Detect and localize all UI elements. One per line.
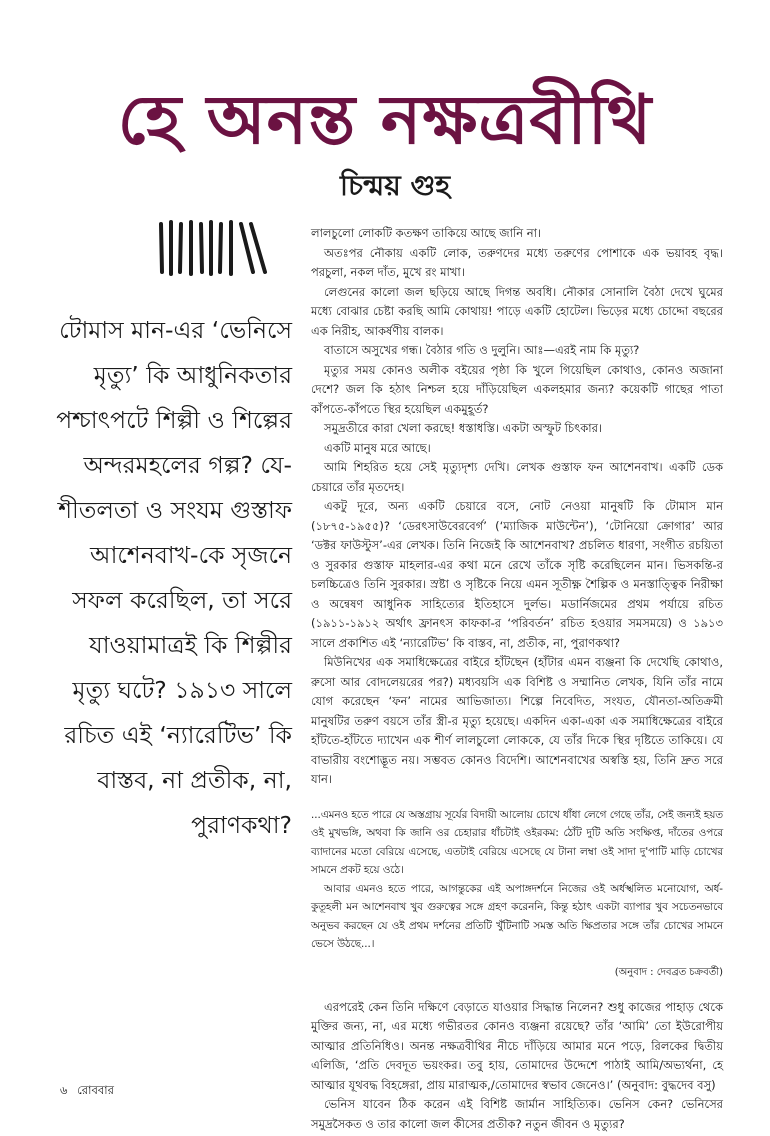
body-paragraph: ভেনিস যাবেন ঠিক করেন এই বিশিষ্ট জার্মান সাহিত্যিক। ভেনিস কেন? ভেনিসের সমুদ্রসৈকত ও তার কালো জল কীসের প্রতীক? নতুন জীবন ও মৃত্যুর? bbox=[311, 1097, 723, 1131]
section-name: রোববার bbox=[77, 1083, 114, 1097]
page-number: ৬ bbox=[60, 1083, 68, 1097]
author-name: চিন্ময় গুহ bbox=[339, 169, 451, 202]
body-paragraph: লালচুলো লোকটি কতক্ষণ তাকিয়ে আছে জানি না। bbox=[311, 226, 542, 240]
body-paragraph: মিউনিখের এক সমাধিক্ষেত্রের বাইরে হাঁটছেন (হাঁটার এমন ব্যঞ্জনা কি দেখেছি কোথাও, রুসো আর বোদলেয়রের পর?) মধ্যবয়সি এক বিশিষ্ট ও সম্মানিত লেখক, যিনি তাঁর নামে যোগ করেছেন ‘ফন’ নামের আভিজাত্য। শিল্পে নিবেদিত, সংযত, যৌনতা-অতিক্রমী মানুষটির তরুণ বয়সে তাঁর স্ত্রী-র মৃত্যু হয়েছে। একদিন একা-একা এক সমাধিক্ষেত্রের বাইরে হাঁটতে-হাঁটতে দ্যাখেন এক শীর্ণ লালচুলো লোককে, যে তাঁর দিকে স্থির দৃষ্টিতে তাকিয়ে। যে বাভারীয় বংশোদ্ভূত নয়। সম্ভবত কোনও বিদেশি। আশেনবাখের অস্বস্তি হয়, তিনি দ্রুত সরে যান। bbox=[311, 655, 723, 786]
decorative-rule-mark-icon bbox=[157, 218, 269, 278]
article-body bbox=[311, 224, 723, 1134]
body-paragraph: এরপরেই কেন তিনি দক্ষিণে বেড়াতে যাওয়ার সিদ্ধান্ত নিলেন? শুধু কাজের পাহাড় থেকে মুক্তির জন্য, না, এর মধ্যে গভীরতর কোনও ব্যঞ্জনা রয়েছে? তাঁর ‘আমি’ তো ইউরোপীয় আত্মার প্রতিনিধিও। অনন্ত নক্ষত্রবীথির নীচে দাঁড়িয়ে আমার মনে পড়ে, রিলকের দ্বিতীয় এলিজি, ‘প্রতি দেবদূত ভয়ংকর। তবু হায়, তোমাদের উদ্দেশে পাঠাই আমি/অভ্যর্থনা, হে আত্মার যূথবদ্ধ বিহঙ্গেরা, প্রায় মারাত্মক,/তোমাদের স্বভাব জেনেও।’ (অনুবাদ: বুদ্ধদেব বসু) bbox=[311, 999, 723, 1092]
excerpt-paragraph: আবার এমনও হতে পারে, আগন্তুকের এই অপাঙ্গদর্শনে নিজের ওই অর্ধস্খলিত মনোযোগ, অর্ধ-কুতূহলী মন আশেনবাখ খুব গুরুত্বের সঙ্গে গ্রহণ করেননি, কিন্তু হঠাৎ একটা ব্যাপার খুব সচেতনভাবে অনুভব করছেন যে ওই প্রথম দর্শনের প্রতিটি খুঁটিনাটি সমস্ত অতি ক্ষিপ্রতার সঙ্গে তাঁর চোখের সামনে ভেসে উঠছে...। bbox=[311, 882, 723, 950]
pull-quote: টোমাস মান-এর ‘ভেনিসে মৃত্যু’ কি আধুনিকতার পশ্চাৎপটে শিল্পী ও শিল্পের অন্দরমহলের গল্প? যে-শীতলতা ও সংযম গুস্তাফ আশেনবাখ-কে সৃজনে সফল করেছিল, তা সরে যাওয়ামাত্রই কি শিল্পীর মৃত্যু ঘটে? ১৯১৩ সালে রচিত এই ‘ন্যারেটিভ’ কি বাস্তব, না প্রতীক, না, পুরাণকথা? bbox=[56, 316, 292, 839]
body-paragraph: একটু দূরে, অন্য একটি চেয়ারে বসে, নোট নেওয়া মানুষটি কি টোমাস মান (১৮৭৫-১৯৫৫)? ‘ডেরৎসাউবেরবের্গ’ (‘ম্যাজিক মাউন্টেন’), ‘টোনিয়ো ক্রোগার’ আর ‘ডক্টর ফাউস্টুস’-এর লেখক। তিনি নিজেই কি আশেনবাখ? প্রচলিত ধারণা, সংগীত রচয়িতা ও সুরকার গুস্তাফ মাহলার-এর কথা মনে রেখে তাঁকে সৃষ্টি করেছিলেন মান। ভিসকন্তি-র চলচ্চিত্রেও তিনি সুরকার। স্রষ্টা ও সৃষ্টিকে নিয়ে এমন সূতীক্ষ্ণ শৈল্পিক ও মনস্তাত্ত্বিক নিরীক্ষা ও অন্বেষণ আধুনিক সাহিত্যের ইতিহাসে দুর্লভ। মডার্নিজমের প্রথম পর্যায়ে রচিত (১৯১১-১৯১২ অর্থাৎ ফ্রানৎস কাফকা-র ‘পরিবর্তন’ রচিত হওয়ার সমসময়ে) ও ১৯১৩ সালে প্রকাশিত এই ‘ন্যারেটিভ’ কি বাস্তব, না, প্রতীক, না, পুরাণকথা? bbox=[311, 499, 723, 650]
body-paragraph: মৃত্যুর সময় কোনও অলীক বইয়ের পৃষ্ঠা কি খুলে গিয়েছিল কোথাও, কোনও অজানা দেশে? জল কি হঠাৎ নিশ্চল হয়ে দাঁড়িয়েছিল একলহমার জন্য? কয়েকটি গাছের পাতা কাঁপতে-কাঁপতে স্থির হয়েছিল একমুহূর্ত? bbox=[311, 362, 723, 416]
translated-excerpt bbox=[311, 806, 723, 954]
body-paragraph: বাতাসে অসুখের গন্ধ। বৈঠার গতি ও দুলুনি। আঃ—এরই নাম কি মৃত্যু? bbox=[324, 343, 640, 357]
body-paragraph: সমুদ্রতীরে কারা খেলা করছে! ধস্তাধস্তি। একটা অস্ফুট চিৎকার। bbox=[324, 421, 603, 435]
body-paragraph: লেগুনের কালো জল ছড়িয়ে আছে দিগন্ত অবধি। নৌকার সোনালি বৈঠা দেখে ঘুমের মধ্যে বোঝার চেষ্টা করছি আমি কোথায়! পাড়ে একটি হোটেল। ভিড়ের মধ্যে চোদ্দো বছরের এক নিরীহ, আকর্ষণীয় বালক। bbox=[311, 284, 723, 338]
translator-credit: (অনুবাদ : দেবব্রত চক্রবর্তী) bbox=[614, 966, 723, 978]
body-paragraph: আমি শিহরিত হয়ে সেই মৃত্যুদৃশ্য দেখি। লেখক গুস্তাফ ফন আশেনবাখ। একটি ডেক চেয়ারে তাঁর মৃতদেহ। bbox=[311, 460, 723, 494]
page-footer bbox=[60, 1082, 120, 1098]
body-paragraph: একটি মানুষ মরে আছে। bbox=[324, 440, 431, 455]
article-title: হে অনন্ত নক্ষত্রবীথি bbox=[117, 81, 653, 160]
excerpt-paragraph: ...এমনও হতে পারে যে অস্তগ্রায় সূর্যের বিদায়ী আলোয় চোখে ধাঁধা লেগে গেছে তাঁর, সেই জন্যই হয়ত ওই মুখভঙ্গি, অথবা কি জানি ওর চেহারার ধাঁচটাই ওইরকম: ঠোঁট দুটি অতি সংক্ষিপ্ত, দাঁতের ওপরে ব্যাদানের মতো বেরিয়ে এসেছে, এতটাই বেরিয়ে এসেছে যে টানা লম্বা ওই সাদা দু'পাটি মাড়ি চোখের সামনে প্রকট হয়ে ওঠে। bbox=[311, 808, 723, 876]
body-paragraph: অতঃপর নৌকায় একটি লোক, তরুণদের মধ্যে তরুণের পোশাকে এক ভয়াবহ বৃদ্ধ। পরচুলা, নকল দাঁত, মুখে রং মাখা। bbox=[311, 245, 723, 279]
